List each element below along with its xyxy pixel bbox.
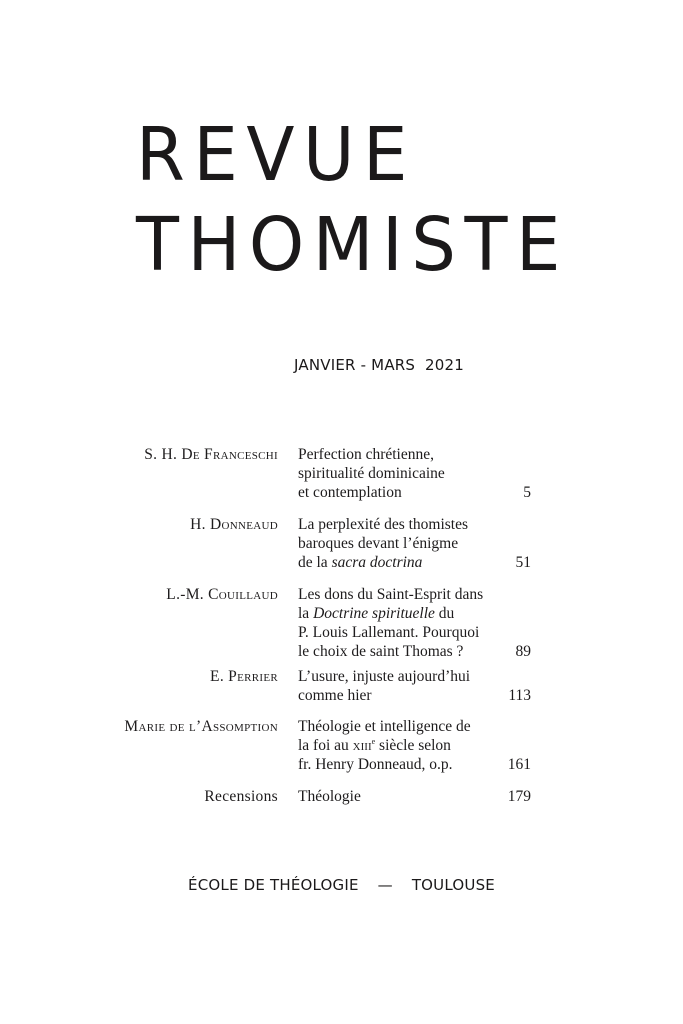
publisher-city: TOULOUSE bbox=[411, 876, 495, 894]
toc-author: L.-M. Couillaud bbox=[166, 586, 278, 603]
toc-page-number: 89 bbox=[515, 643, 531, 660]
title-line: Perfection chrétienne, bbox=[298, 446, 434, 463]
title-line: Théologie et intelligence de bbox=[298, 718, 471, 735]
toc-article-title bbox=[298, 667, 518, 705]
toc-author: S. H. De Franceschi bbox=[144, 446, 278, 463]
toc-page-number: 51 bbox=[515, 554, 531, 571]
toc-page-number: 161 bbox=[507, 756, 531, 773]
toc-author: E. Perrier bbox=[210, 668, 278, 685]
issue-date: JANVIER - MARS 2021 bbox=[294, 356, 465, 374]
toc-article-title bbox=[298, 585, 518, 661]
toc-author: Marie de l’Assomption bbox=[124, 718, 278, 735]
toc-section-label: Recensions bbox=[204, 788, 278, 805]
title-line: la Doctrine spirituelle du bbox=[298, 605, 455, 622]
title-line: la foi au xiii$^e$ siècle selon bbox=[298, 736, 451, 754]
title-line: P. Louis Lallemant. Pourquoi bbox=[298, 624, 480, 641]
title-line: et contemplation bbox=[298, 484, 402, 501]
toc-article-title bbox=[298, 787, 518, 806]
toc-author: H. Donneaud bbox=[190, 516, 278, 533]
toc-article-title bbox=[298, 445, 518, 502]
separator-dash: — bbox=[377, 876, 393, 894]
title-line: spiritualité dominicaine bbox=[298, 465, 445, 482]
toc-page-number: 5 bbox=[523, 484, 531, 501]
title-line: le choix de saint Thomas ? bbox=[298, 643, 464, 660]
title-line: La perplexité des thomistes bbox=[298, 516, 469, 533]
toc-article-title bbox=[298, 717, 518, 774]
title-line: L’usure, injuste aujourd’hui bbox=[298, 668, 471, 685]
toc-article-title bbox=[298, 515, 518, 572]
title-line: de la sacra doctrina bbox=[298, 554, 423, 571]
title-line: comme hier bbox=[298, 687, 372, 704]
title-line: baroques devant l’énigme bbox=[298, 535, 459, 552]
title-line: Théologie bbox=[298, 788, 361, 805]
publisher-name: ÉCOLE DE THÉOLOGIE bbox=[188, 876, 359, 894]
toc-page-number: 179 bbox=[507, 788, 531, 805]
journal-title-line1: REVUE bbox=[136, 112, 416, 198]
italic-phrase: sacra doctrina bbox=[331, 554, 423, 571]
title-line: Les dons du Saint-Esprit dans bbox=[298, 586, 484, 603]
journal-title-line2: THOMISTE bbox=[136, 202, 569, 288]
publisher-footer bbox=[0, 876, 683, 894]
toc-page-number: 113 bbox=[508, 687, 531, 704]
title-line: fr. Henry Donneaud, o.p. bbox=[298, 756, 453, 773]
italic-phrase: Doctrine spirituelle bbox=[313, 605, 435, 622]
